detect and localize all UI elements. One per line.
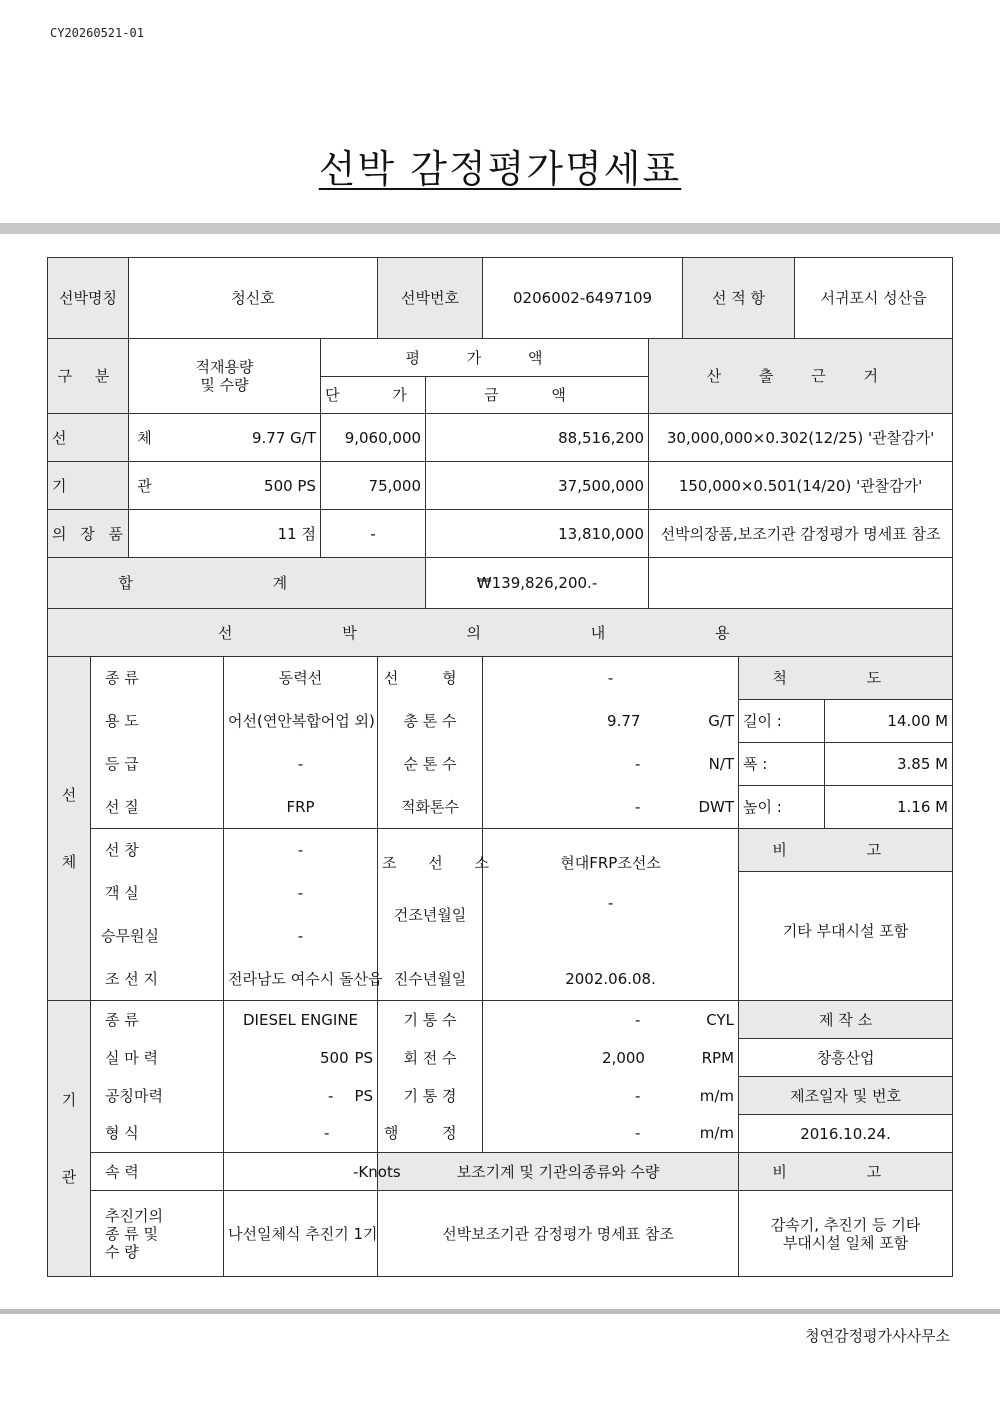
- height-value: 1.16 M: [825, 786, 953, 829]
- engine-row: [48, 1115, 953, 1153]
- launch-date-label: 진수년월일: [378, 958, 483, 1001]
- hull-note: 기타 부대시설 포함: [739, 872, 953, 1001]
- row-qty: 11 점: [129, 510, 321, 558]
- row-qty: 500 PS: [129, 462, 321, 510]
- stroke: - m/m: [483, 1115, 739, 1153]
- hull-row: [48, 872, 953, 915]
- dwt: - DWT: [483, 786, 739, 829]
- row-unit-price: 9,060,000: [321, 414, 426, 462]
- valuation-row: [48, 414, 953, 462]
- valuation-header-row: [48, 339, 953, 377]
- office-name: 청연감정평가사사무소: [805, 1327, 950, 1345]
- hold: -: [224, 829, 378, 872]
- row-basis: 선박의장품,보조기관 감정평가 명세표 참조: [649, 510, 953, 558]
- cylinder-label: 기 통 수: [378, 1001, 483, 1039]
- engine-row: [48, 1001, 953, 1039]
- row-basis: 30,000,000×0.302(12/25) '관찰감가': [649, 414, 953, 462]
- builder-label: 조 선 소: [378, 829, 483, 872]
- row-qty: 9.77 G/T: [129, 414, 321, 462]
- engine-row: [48, 1039, 953, 1077]
- length-value: 14.00 M: [825, 700, 953, 743]
- rpm-label: 회 전 수: [378, 1039, 483, 1077]
- engine-note: 감속기, 추진기 등 기타 부대시설 일체 포함: [739, 1191, 953, 1277]
- engine-row: [48, 1153, 953, 1191]
- engine-note-label: 비 고: [739, 1153, 953, 1191]
- rated-power: - PS: [224, 1077, 378, 1115]
- mfg-date-label: 제조일자 및 번호: [739, 1077, 953, 1115]
- hull-use: 어선(연안복합어업 외): [224, 700, 378, 743]
- propulsion: 나선일체식 추진기 1기: [224, 1191, 378, 1277]
- maker: 창흥산업: [739, 1039, 953, 1077]
- dwt-label: 적화톤수: [378, 786, 483, 829]
- bottom-divider: [0, 1309, 1000, 1314]
- hull-section-label: 선 체: [48, 657, 91, 1001]
- build-place: 전라남도 여수시 돌산읍: [224, 958, 378, 1001]
- speed-label: 속 력: [91, 1153, 224, 1191]
- hull-grade-label: 등 급: [91, 743, 224, 786]
- cabin: -: [224, 872, 378, 915]
- port-label: 선 적 항: [683, 258, 795, 339]
- page-title: [0, 138, 1000, 193]
- hull-shape: -: [483, 657, 739, 700]
- row-amount: 37,500,000: [426, 462, 649, 510]
- aux-label: 보조기계 및 기관의종류와 수량: [378, 1153, 739, 1191]
- hull-row: [48, 743, 953, 786]
- row-unit-price: 75,000: [321, 462, 426, 510]
- total-blank: [649, 558, 953, 609]
- contents-header-row: [48, 609, 953, 657]
- bore: - m/m: [483, 1077, 739, 1115]
- cylinder: - CYL: [483, 1001, 739, 1039]
- value-label: 평 가 액: [321, 339, 649, 377]
- hull-row: [48, 829, 953, 872]
- header-row: [48, 258, 953, 339]
- launch-date: 2002.06.08.: [483, 958, 739, 1001]
- contents-label: 선 박 의 내 용: [48, 609, 953, 657]
- row-name: 의 장 품: [48, 510, 129, 558]
- basis-label: 산 출 근 거: [649, 339, 953, 414]
- valuation-row: [48, 510, 953, 558]
- valuation-row: [48, 462, 953, 510]
- dimension-label: 척 도: [739, 657, 953, 700]
- maker-label: 제 작 소: [739, 1001, 953, 1039]
- stroke-label: 행 정: [378, 1115, 483, 1153]
- net-ton: - N/T: [483, 743, 739, 786]
- engine-type: DIESEL ENGINE: [224, 1001, 378, 1039]
- build-place-label: 조 선 지: [91, 958, 224, 1001]
- appraisal-table: [47, 257, 953, 1277]
- power-label: 실 마 력: [91, 1039, 224, 1077]
- aux: 선박보조기관 감정평가 명세표 참조: [378, 1191, 739, 1277]
- propulsion-label: 추진기의 종 류 및 수 량: [91, 1191, 224, 1277]
- capacity-label: 적재용량 및 수량: [129, 339, 321, 414]
- height-label: 높이 :: [739, 786, 825, 829]
- crew-room-label: 승무원실: [91, 915, 224, 958]
- power: 500 PS: [224, 1039, 378, 1077]
- engine-section-label: 기 관: [48, 1001, 91, 1277]
- length-label: 길이 :: [739, 700, 825, 743]
- hull-row: [48, 700, 953, 743]
- engine-row: [48, 1191, 953, 1277]
- gross-ton-label: 총 톤 수: [378, 700, 483, 743]
- row-basis: 150,000×0.501(14/20) '관찰감가': [649, 462, 953, 510]
- row-amount: 88,516,200: [426, 414, 649, 462]
- port: 서귀포시 성산읍: [795, 258, 953, 339]
- builder: 현대FRP조선소: [483, 829, 739, 872]
- width-value: 3.85 M: [825, 743, 953, 786]
- rated-power-label: 공칭마력: [91, 1077, 224, 1115]
- engine-type-label: 종 류: [91, 1001, 224, 1039]
- total-row: [48, 558, 953, 609]
- row-name: 선 체: [48, 414, 129, 462]
- hull-type: 동력선: [224, 657, 378, 700]
- document-code: CY20260521-01: [50, 26, 144, 40]
- amount-label: 금 액: [426, 377, 649, 414]
- top-divider: [0, 223, 1000, 234]
- cabin-label: 객 실: [91, 872, 224, 915]
- total-label: 합 계: [48, 558, 426, 609]
- crew-room: -: [224, 915, 378, 958]
- hull-row: [48, 657, 953, 700]
- hull-note-label: 비 고: [739, 829, 953, 872]
- ship-number: 0206002-6497109: [483, 258, 683, 339]
- model: -: [224, 1115, 378, 1153]
- ship-name: 청신호: [129, 258, 378, 339]
- ship-number-label: 선박번호: [378, 258, 483, 339]
- title-text: 선박 감정평가명세표: [318, 147, 682, 191]
- bore-label: 기 통 경: [378, 1077, 483, 1115]
- total-amount: ₩139,826,200.-: [426, 558, 649, 609]
- net-ton-label: 순 톤 수: [378, 743, 483, 786]
- row-name: 기 관: [48, 462, 129, 510]
- category-label: 구 분: [48, 339, 129, 414]
- model-label: 형 식: [91, 1115, 224, 1153]
- speed: - Knots: [224, 1153, 378, 1191]
- mfg-date: 2016.10.24.: [739, 1115, 953, 1153]
- unit-price-label: 단 가: [321, 377, 426, 414]
- hull-material-label: 선 질: [91, 786, 224, 829]
- rpm: 2,000 RPM: [483, 1039, 739, 1077]
- row-amount: 13,810,000: [426, 510, 649, 558]
- hull-grade: -: [224, 743, 378, 786]
- engine-row: [48, 1077, 953, 1115]
- hold-label: 선 창: [91, 829, 224, 872]
- width-label: 폭 :: [739, 743, 825, 786]
- hull-use-label: 용 도: [91, 700, 224, 743]
- row-unit-price: -: [321, 510, 426, 558]
- hull-shape-label: 선 형: [378, 657, 483, 700]
- hull-row: [48, 786, 953, 829]
- built-date: -: [483, 872, 739, 958]
- hull-type-label: 종 류: [91, 657, 224, 700]
- ship-name-label: 선박명칭: [48, 258, 129, 339]
- built-date-label: 건조년월일: [378, 872, 483, 958]
- gross-ton: 9.77 G/T: [483, 700, 739, 743]
- hull-material: FRP: [224, 786, 378, 829]
